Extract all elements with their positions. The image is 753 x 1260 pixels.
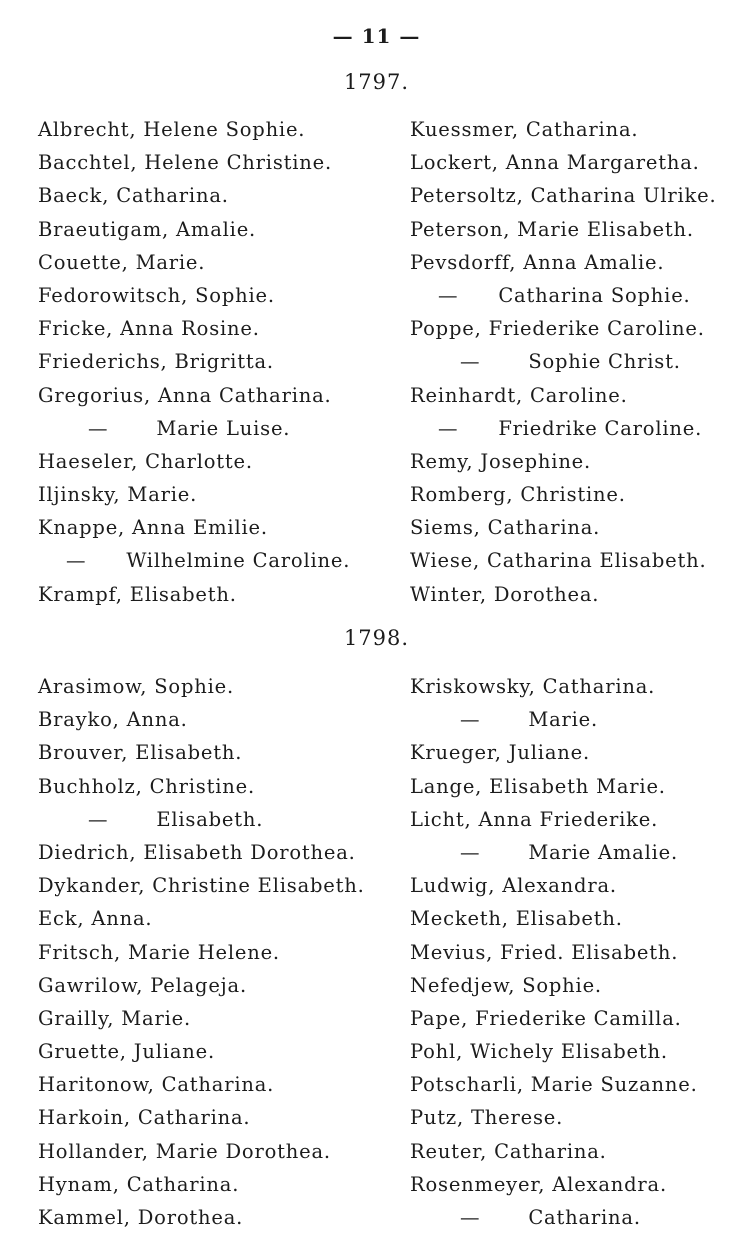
full-name: Couette, Marie.: [38, 250, 206, 274]
full-name: Diedrich, Elisabeth Dorothea.: [38, 840, 356, 864]
full-name: Remy, Josephine.: [410, 449, 592, 473]
full-name: Buchholz, Christine.: [38, 774, 255, 798]
name-entry: [410, 379, 716, 412]
year-heading-1798: 1798.: [343, 626, 410, 650]
name-entry: [410, 670, 698, 703]
name-entry: [410, 113, 716, 146]
name-entry: [410, 544, 716, 577]
name-entry: [38, 279, 350, 312]
name-entry: [410, 1168, 698, 1201]
full-name: Kriskowsky, Catharina.: [410, 675, 656, 698]
full-name: Arasimow, Sophie.: [38, 675, 234, 698]
names-column-left-1798: [38, 670, 365, 1234]
full-name: Wiese, Catharina Elisabeth.: [410, 549, 707, 573]
full-name: Licht, Anna Friederike.: [410, 807, 659, 831]
full-name: Mevius, Fried. Elisabeth.: [410, 940, 679, 964]
name-entry: [410, 312, 716, 345]
ditto-dash: —: [460, 840, 481, 864]
given-names: Marie Amalie.: [528, 840, 679, 864]
full-name: Bacchtel, Helene Christine.: [38, 151, 332, 175]
full-name: Fricke, Anna Rosine.: [38, 317, 260, 341]
name-entry: [38, 902, 365, 935]
name-entry: [410, 1002, 698, 1035]
full-name: Putz, Therese.: [410, 1106, 564, 1130]
name-entry: [410, 213, 716, 246]
name-entry: [410, 1068, 698, 1101]
names-column-right-1798: [410, 670, 698, 1234]
name-entry: [38, 578, 350, 611]
full-name: Ludwig, Alexandra.: [410, 874, 617, 898]
full-name: Krueger, Juliane.: [410, 741, 590, 765]
full-name: Pohl, Wichely Elisabeth.: [410, 1040, 668, 1064]
given-names: Sophie Christ.: [528, 350, 681, 374]
name-entry: [38, 113, 350, 146]
full-name: Pape, Friederike Camilla.: [410, 1006, 682, 1030]
name-entry: [38, 969, 365, 1002]
name-entry: [38, 179, 350, 212]
name-entry: [410, 803, 698, 836]
full-name: Dykander, Christine Elisabeth.: [38, 874, 365, 898]
name-entry: [410, 478, 716, 511]
full-name: Petersoltz, Catharina Ulrike.: [410, 184, 717, 208]
name-entry: [38, 1068, 365, 1101]
full-name: Iljinsky, Marie.: [38, 483, 198, 507]
name-entry: [410, 578, 716, 611]
full-name: Albrecht, Helene Sophie.: [38, 118, 306, 141]
full-name: Potscharli, Marie Suzanne.: [410, 1073, 698, 1097]
name-entry: [38, 445, 350, 478]
ditto-dash: —: [460, 1206, 481, 1229]
given-names: Marie.: [528, 708, 599, 732]
ditto-dash: —: [460, 350, 481, 374]
full-name: Kuessmer, Catharina.: [410, 118, 639, 141]
full-name: Haritonow, Catharina.: [38, 1073, 275, 1097]
names-column-right-1797: [410, 113, 716, 611]
name-entry: [38, 511, 350, 544]
name-entry: [38, 1035, 365, 1068]
ditto-dash: —: [438, 416, 459, 440]
full-name: Rosenmeyer, Alexandra.: [410, 1172, 667, 1196]
full-name: Hollander, Marie Dorothea.: [38, 1139, 331, 1163]
ditto-dash: —: [66, 549, 87, 573]
names-column-left-1797: [38, 113, 350, 611]
name-entry: [410, 412, 716, 445]
name-entry: [38, 379, 350, 412]
name-entry: [38, 1002, 365, 1035]
full-name: Braeutigam, Amalie.: [38, 217, 257, 241]
ditto-dash: —: [88, 807, 109, 831]
name-entry: [410, 1101, 698, 1134]
name-entry: [410, 146, 716, 179]
name-entry: [410, 445, 716, 478]
given-names: Catharina Sophie.: [498, 283, 691, 307]
given-names: Elisabeth.: [156, 807, 264, 831]
name-entry: [410, 279, 716, 312]
name-entry: [410, 1035, 698, 1068]
full-name: Pevsdorff, Anna Amalie.: [410, 250, 665, 274]
full-name: Reuter, Catharina.: [410, 1139, 607, 1163]
full-name: Winter, Dorothea.: [410, 582, 600, 606]
name-entry: [410, 770, 698, 803]
ditto-dash: —: [88, 416, 109, 440]
name-entry: [38, 412, 350, 445]
full-name: Romberg, Christine.: [410, 483, 626, 507]
name-entry: [38, 1101, 365, 1134]
name-entry: [410, 869, 698, 902]
name-entry: [38, 1135, 365, 1168]
full-name: Gregorius, Anna Catharina.: [38, 383, 332, 407]
given-names: Catharina.: [528, 1206, 641, 1229]
name-entry: [38, 146, 350, 179]
name-entry: [38, 836, 365, 869]
name-entry: [38, 869, 365, 902]
name-entry: [410, 1135, 698, 1168]
given-names: Friedrike Caroline.: [498, 416, 703, 440]
name-entry: [410, 179, 716, 212]
full-name: Poppe, Friederike Caroline.: [410, 317, 705, 341]
name-entry: [38, 312, 350, 345]
full-name: Harkoin, Catharina.: [38, 1106, 251, 1130]
full-name: Baeck, Catharina.: [38, 184, 229, 208]
name-entry: [410, 1201, 698, 1234]
name-entry: [38, 1201, 365, 1234]
name-entry: [38, 770, 365, 803]
page-number: — 11 —: [332, 24, 421, 48]
name-entry: [38, 246, 350, 279]
name-entry: [38, 544, 350, 577]
given-names: Marie Luise.: [156, 416, 291, 440]
name-entry: [410, 936, 698, 969]
name-entry: [38, 670, 365, 703]
given-names: Wilhelmine Caroline.: [126, 549, 351, 573]
full-name: Lockert, Anna Margaretha.: [410, 151, 700, 175]
name-entry: [38, 703, 365, 736]
name-entry: [38, 736, 365, 769]
full-name: Friederichs, Brigritta.: [38, 350, 274, 374]
name-entry: [38, 478, 350, 511]
full-name: Krampf, Elisabeth.: [38, 582, 237, 606]
full-name: Haeseler, Charlotte.: [38, 449, 253, 473]
full-name: Nefedjew, Sophie.: [410, 973, 602, 997]
full-name: Mecketh, Elisabeth.: [410, 907, 623, 931]
name-entry: [38, 345, 350, 378]
name-entry: [410, 902, 698, 935]
name-entry: [410, 511, 716, 544]
full-name: Fritsch, Marie Helene.: [38, 940, 280, 964]
full-name: Lange, Elisabeth Marie.: [410, 774, 666, 798]
name-entry: [410, 969, 698, 1002]
name-entry: [38, 213, 350, 246]
full-name: Grailly, Marie.: [38, 1006, 191, 1030]
name-entry: [410, 345, 716, 378]
name-entry: [38, 936, 365, 969]
name-entry: [410, 836, 698, 869]
name-entry: [410, 703, 698, 736]
ditto-dash: —: [460, 708, 481, 732]
full-name: Siems, Catharina.: [410, 516, 601, 540]
name-entry: [410, 736, 698, 769]
full-name: Gruette, Juliane.: [38, 1040, 215, 1064]
full-name: Kammel, Dorothea.: [38, 1206, 244, 1229]
full-name: Eck, Anna.: [38, 907, 153, 931]
full-name: Hynam, Catharina.: [38, 1172, 240, 1196]
name-entry: [38, 803, 365, 836]
year-heading-1797: 1797.: [343, 70, 410, 94]
full-name: Reinhardt, Caroline.: [410, 383, 628, 407]
full-name: Gawrilow, Pelageja.: [38, 973, 247, 997]
name-entry: [410, 246, 716, 279]
full-name: Peterson, Marie Elisabeth.: [410, 217, 694, 241]
full-name: Knappe, Anna Emilie.: [38, 516, 268, 540]
ditto-dash: —: [438, 283, 459, 307]
full-name: Fedorowitsch, Sophie.: [38, 283, 275, 307]
name-entry: [38, 1168, 365, 1201]
full-name: Brayko, Anna.: [38, 708, 188, 732]
full-name: Brouver, Elisabeth.: [38, 741, 243, 765]
